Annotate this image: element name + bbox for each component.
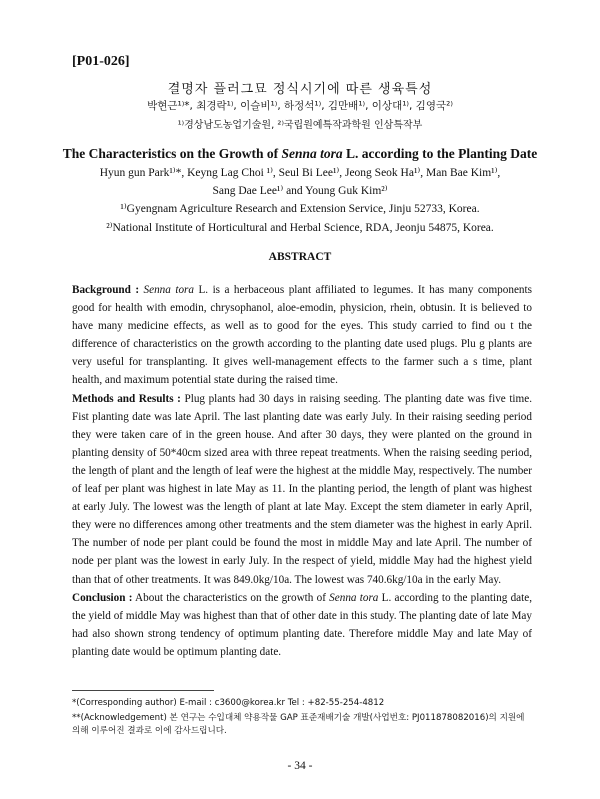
footnote-divider	[72, 690, 214, 691]
english-title	[0, 146, 600, 162]
abstract-heading: ABSTRACT	[268, 251, 332, 263]
title-pre: The Characteristics on the Growth of	[62, 146, 282, 161]
korean-title: 결명자 플러그묘 정식시기에 따른 생육특성	[167, 82, 433, 97]
background-text: L. is a herbaceous plant affiliated to legumes. It has many components good for health with emodin, chrysophanol, aloe-emodin, physicion, rhein, obtusin. It is believed to have many medicine effects, as well as to good for the eyes. This study carried to find ou t the difference of characteristics on the growth according to the planting date used plugs. Plu g plants are very useful for transplanting. It gives well-management effects to the farmer such a s time, plant health, and maximum potential state during the raised time.	[72, 284, 532, 387]
english-affiliation-1: ¹⁾Gyengnam Agriculture Research and Extension Service, Jinju 52733, Korea.	[120, 203, 480, 215]
footnote-corresponding: *(Corresponding author) E-mail : c3600@korea.kr Tel : +82-55-254-4812	[72, 698, 385, 708]
title-post: L. according to the Planting Date	[342, 146, 538, 161]
abstract-body	[72, 281, 532, 661]
footnote-acknowledgement: **(Acknowledgement) 본 연구는 수입대체 약용작물 GAP 표준재배기술 개발(사업번호: PJ011878082016)의 지원에 의해 이루어진 결과로 이에 감사드립니다.	[72, 713, 525, 736]
methods-text: Plug plants had 30 days in raising seeding. The planting date was five time. Fist planting date was late April. The last planting date was early July. In their raising seeding period they were taken care of in the green house. And after 30 days, they were planted on the ground in planting density of 50*40cm sized area with three repeat treatments. When the raising seeding period, the length of plant and the length of leaf were the highest at the middle May, respectively. The number of leaf per plant was highest in late May as 11. In the planting period, the length of plant was highest at early July. The lowest was the length of plant at late May. Except the stem diameter in early April, they were no differences among other treatments and the stem diameter was the highest in early April. The number of node per plant could be found the most in middle May and late April. The number of node per plant was the lowest in early July. In the respect of yield, middle May had the highest yield than that of other treatments. It was 849.0kg/10a. The lowest was 740.6kg/10a in the early May.	[72, 392, 533, 586]
english-authors-line1: Hyun gun Park¹⁾*, Keyng Lag Choi ¹⁾, Seul Bi Lee¹⁾, Jeong Seok Ha¹⁾, Man Bae Kim¹⁾,	[99, 167, 501, 179]
background-species: Senna tora	[143, 284, 194, 296]
english-authors-line2: Sang Dae Lee¹⁾ and Young Guk Kim²⁾	[212, 185, 388, 197]
methods-paragraph	[72, 390, 532, 589]
conclusion-label: Conclusion :	[72, 591, 133, 604]
title-species: Senna tora	[281, 146, 343, 161]
conclusion-species: Senna tora	[329, 591, 379, 604]
background-label: Background :	[72, 284, 140, 296]
korean-affiliations: ¹⁾경상남도농업기술원, ²⁾국립원예특작과학원 인삼특작부	[177, 120, 423, 131]
english-affiliation-2: ²⁾National Institute of Horticultural and Herbal Science, RDA, Jeonju 54875, Korea.	[106, 222, 494, 234]
conclusion-text-pre: About the characteristics on the growth of	[132, 591, 330, 604]
conclusion-paragraph	[72, 589, 532, 661]
background-paragraph	[72, 281, 532, 390]
methods-label: Methods and Results :	[72, 392, 181, 405]
korean-authors: 박현근¹⁾*, 최경락¹⁾, 이슬비¹⁾, 하정석¹⁾, 김만배¹⁾, 이상대¹⁾, 김영국²⁾	[147, 100, 453, 112]
page-number: - 34 -	[287, 760, 313, 772]
conclusion-text-post: L. according to the planting date, the yield of middle May was highest than that of other date in this study. The planting date of late May had also shown strong tendency of optimum planting date. Therefore middle May and late May of planting date would be optimum planting date.	[72, 591, 533, 658]
session-code: [P01-026]	[72, 54, 130, 69]
